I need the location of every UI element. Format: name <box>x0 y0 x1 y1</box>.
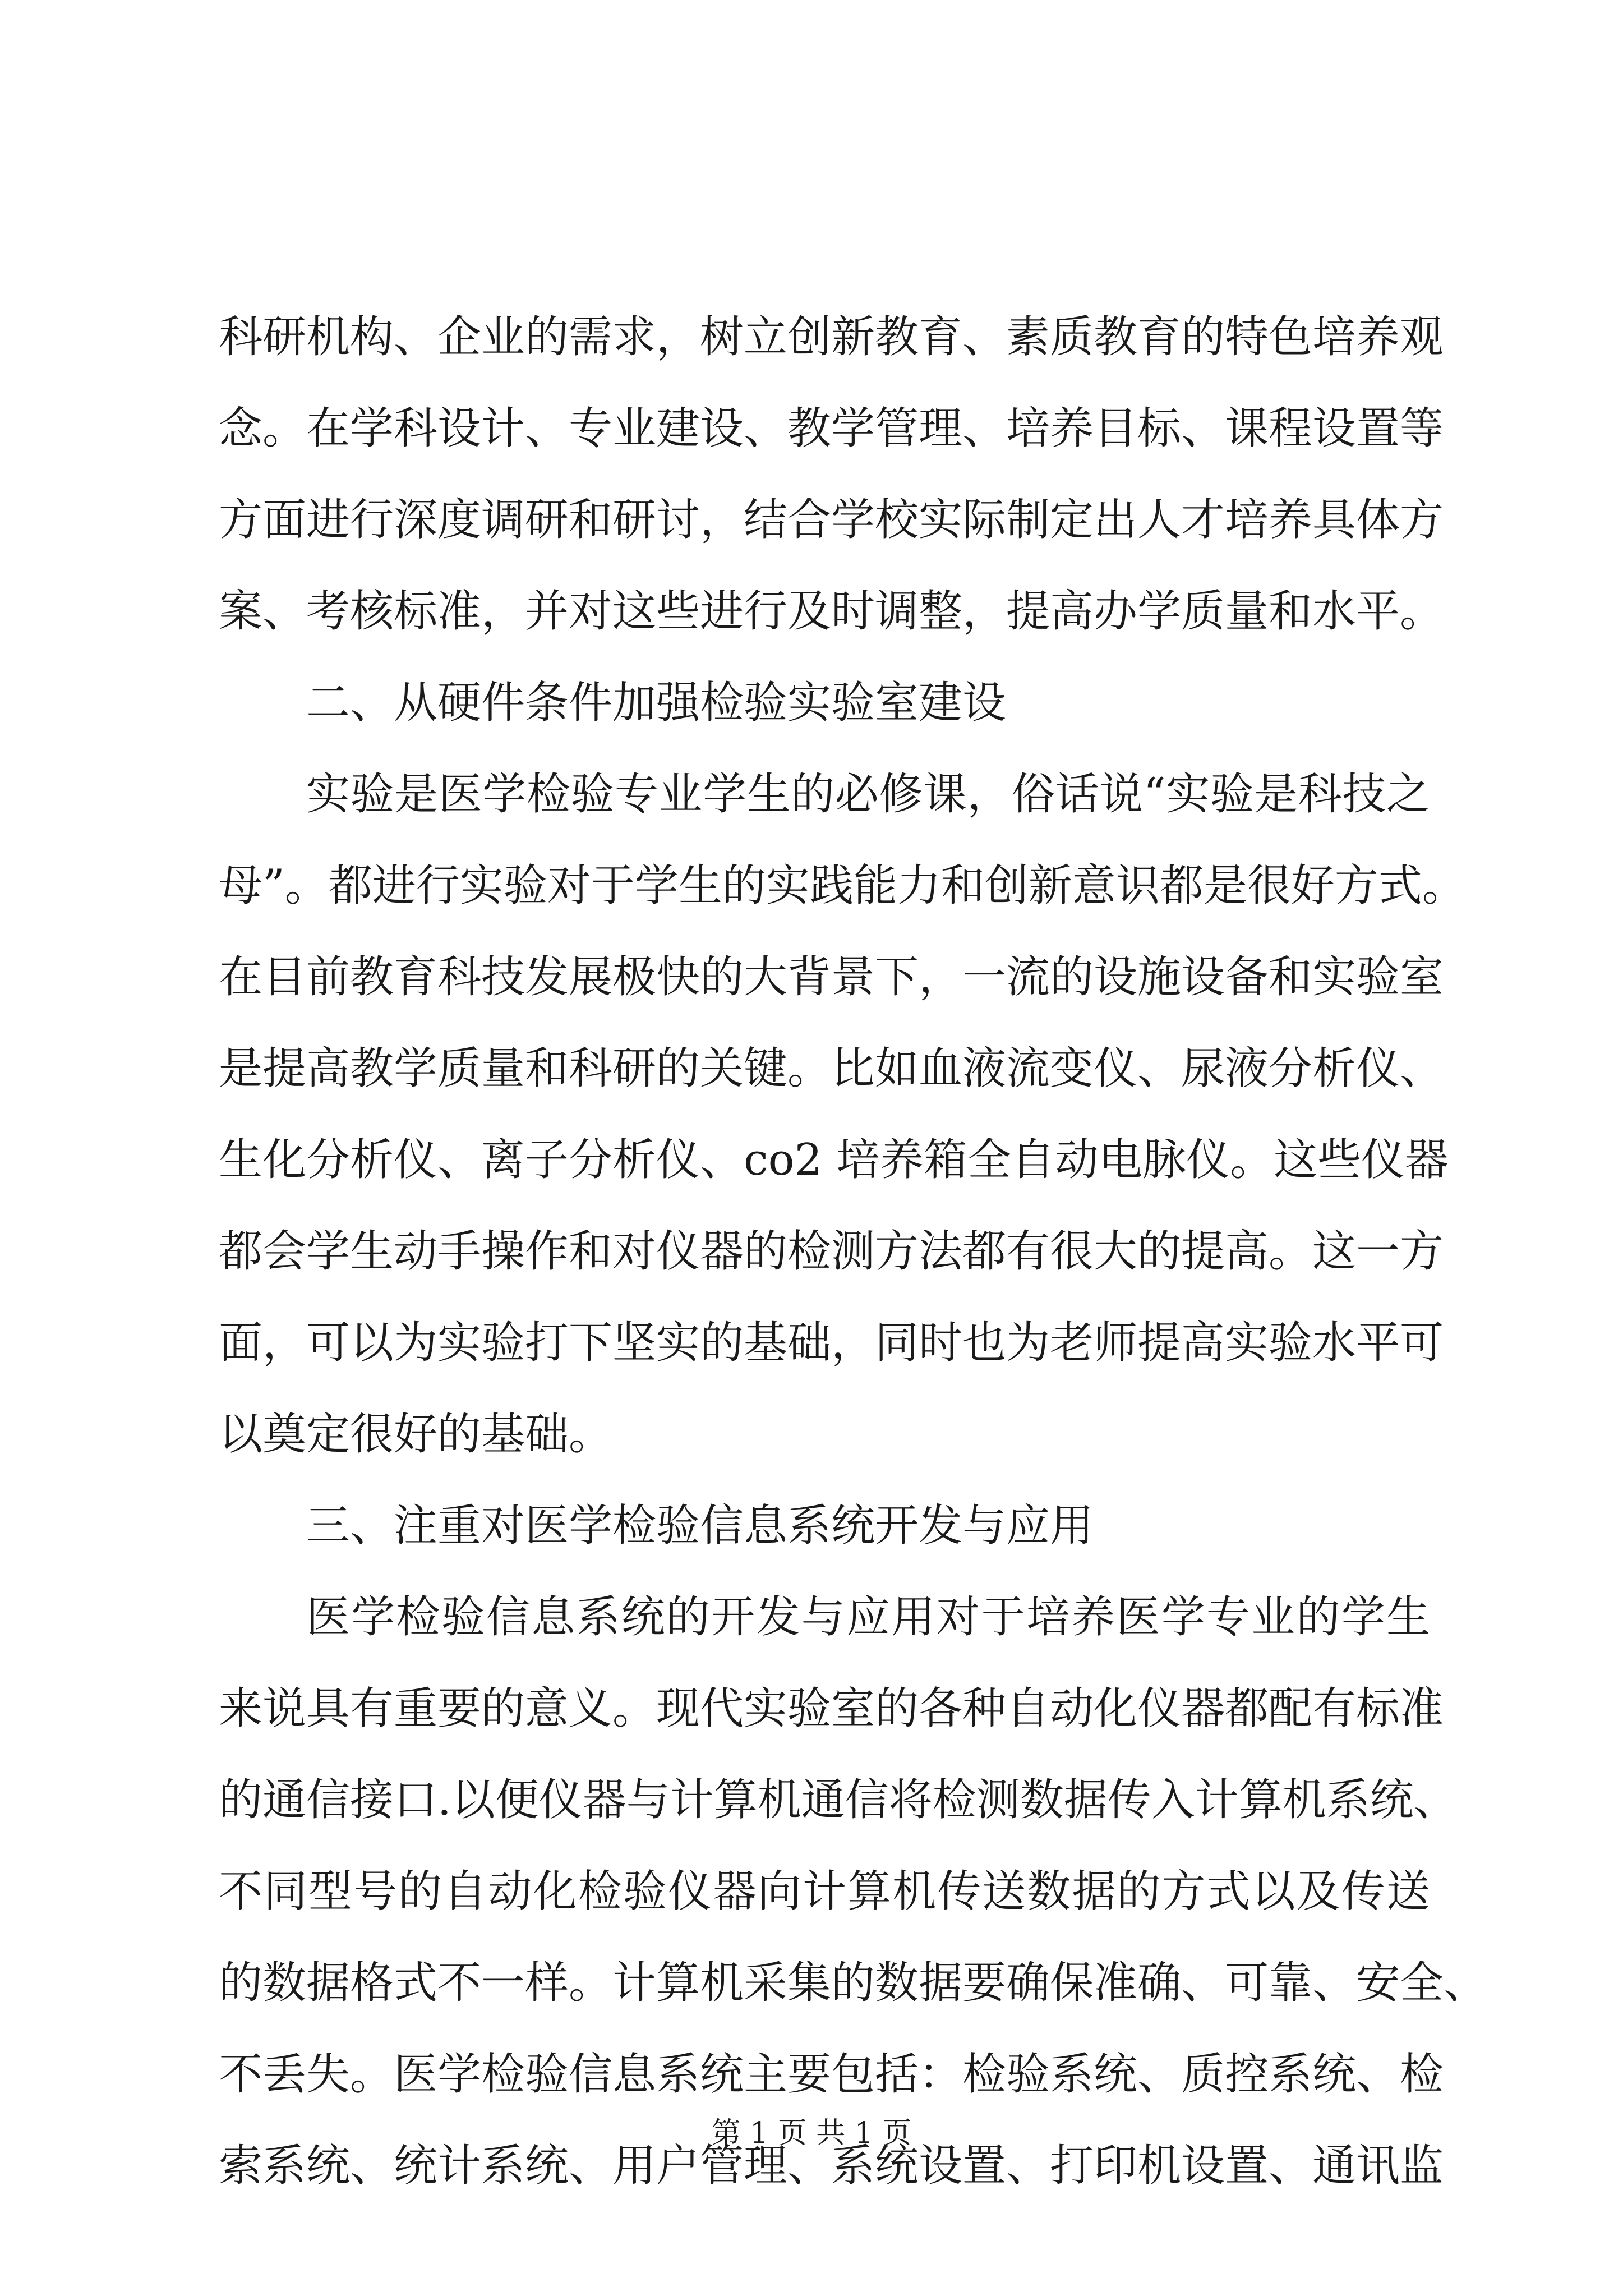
paragraph-line: 的通信接口.以便仪器与计算机通信将检测数据传入计算机系统、 <box>219 1775 1458 1825</box>
paragraph-line: 来说具有重要的意义。现代实验室的各种自动化仪器都配有标准 <box>219 1683 1444 1734</box>
paragraph-line: 的数据格式不一样。计算机采集的数据要确保准确、可靠、安全、 <box>219 1958 1488 2008</box>
section-heading: 三、注重对医学检验信息系统开发与应用 <box>306 1501 1094 1551</box>
page-number-footer: 第 1 页 共 1 页 <box>711 2116 912 2150</box>
paragraph-line: 医学检验信息系统的开发与应用对于培养医学专业的学生 <box>306 1592 1430 1642</box>
paragraph-line: 实验是医学检验专业学生的必修课，俗话说“实验是科技之 <box>306 769 1430 820</box>
section-heading: 二、从硬件条件加强检验实验室建设 <box>306 678 1007 728</box>
paragraph-line: 索系统、统计系统、用户管理、系统设置、打印机设置、通讯监 <box>219 2141 1444 2191</box>
paragraph-line: 不同型号的自动化检验仪器向计算机传送数据的方式以及传送 <box>219 1866 1430 1917</box>
paragraph-line: 母”。都进行实验对于学生的实践能力和创新意识都是很好方式。 <box>219 861 1466 911</box>
paragraph-line: 念。在学科设计、专业建设、教学管理、培养目标、课程设置等 <box>219 403 1444 454</box>
paragraph-line: 在目前教育科技发展极快的大背景下，一流的设施设备和实验室 <box>219 952 1444 1002</box>
paragraph-line: 是提高教学质量和科研的关键。比如血液流变仪、尿液分析仪、 <box>219 1043 1444 1094</box>
paragraph-line: 都会学生动手操作和对仪器的检测方法都有很大的提高。这一方 <box>219 1226 1444 1277</box>
paragraph-line: 案、考核标准，并对这些进行及时调整，提高办学质量和水平。 <box>219 586 1444 637</box>
paragraph-line: 方面进行深度调研和研讨，结合学校实际制定出人才培养具体方 <box>219 495 1444 545</box>
paragraph-line: 以奠定很好的基础。 <box>219 1409 613 1460</box>
paragraph-line: 生化分析仪、离子分析仪、co2 培养箱全自动电脉仪。这些仪器 <box>219 1135 1449 1185</box>
paragraph-line: 面，可以为实验打下坚实的基础，同时也为老师提高实验水平可 <box>219 1318 1444 1368</box>
paragraph-line: 科研机构、企业的需求，树立创新教育、素质教育的特色培养观 <box>219 312 1444 362</box>
document-body <box>219 292 1488 2212</box>
paragraph-line: 不丢失。医学检验信息系统主要包括：检验系统、质控系统、检 <box>219 2049 1444 2100</box>
